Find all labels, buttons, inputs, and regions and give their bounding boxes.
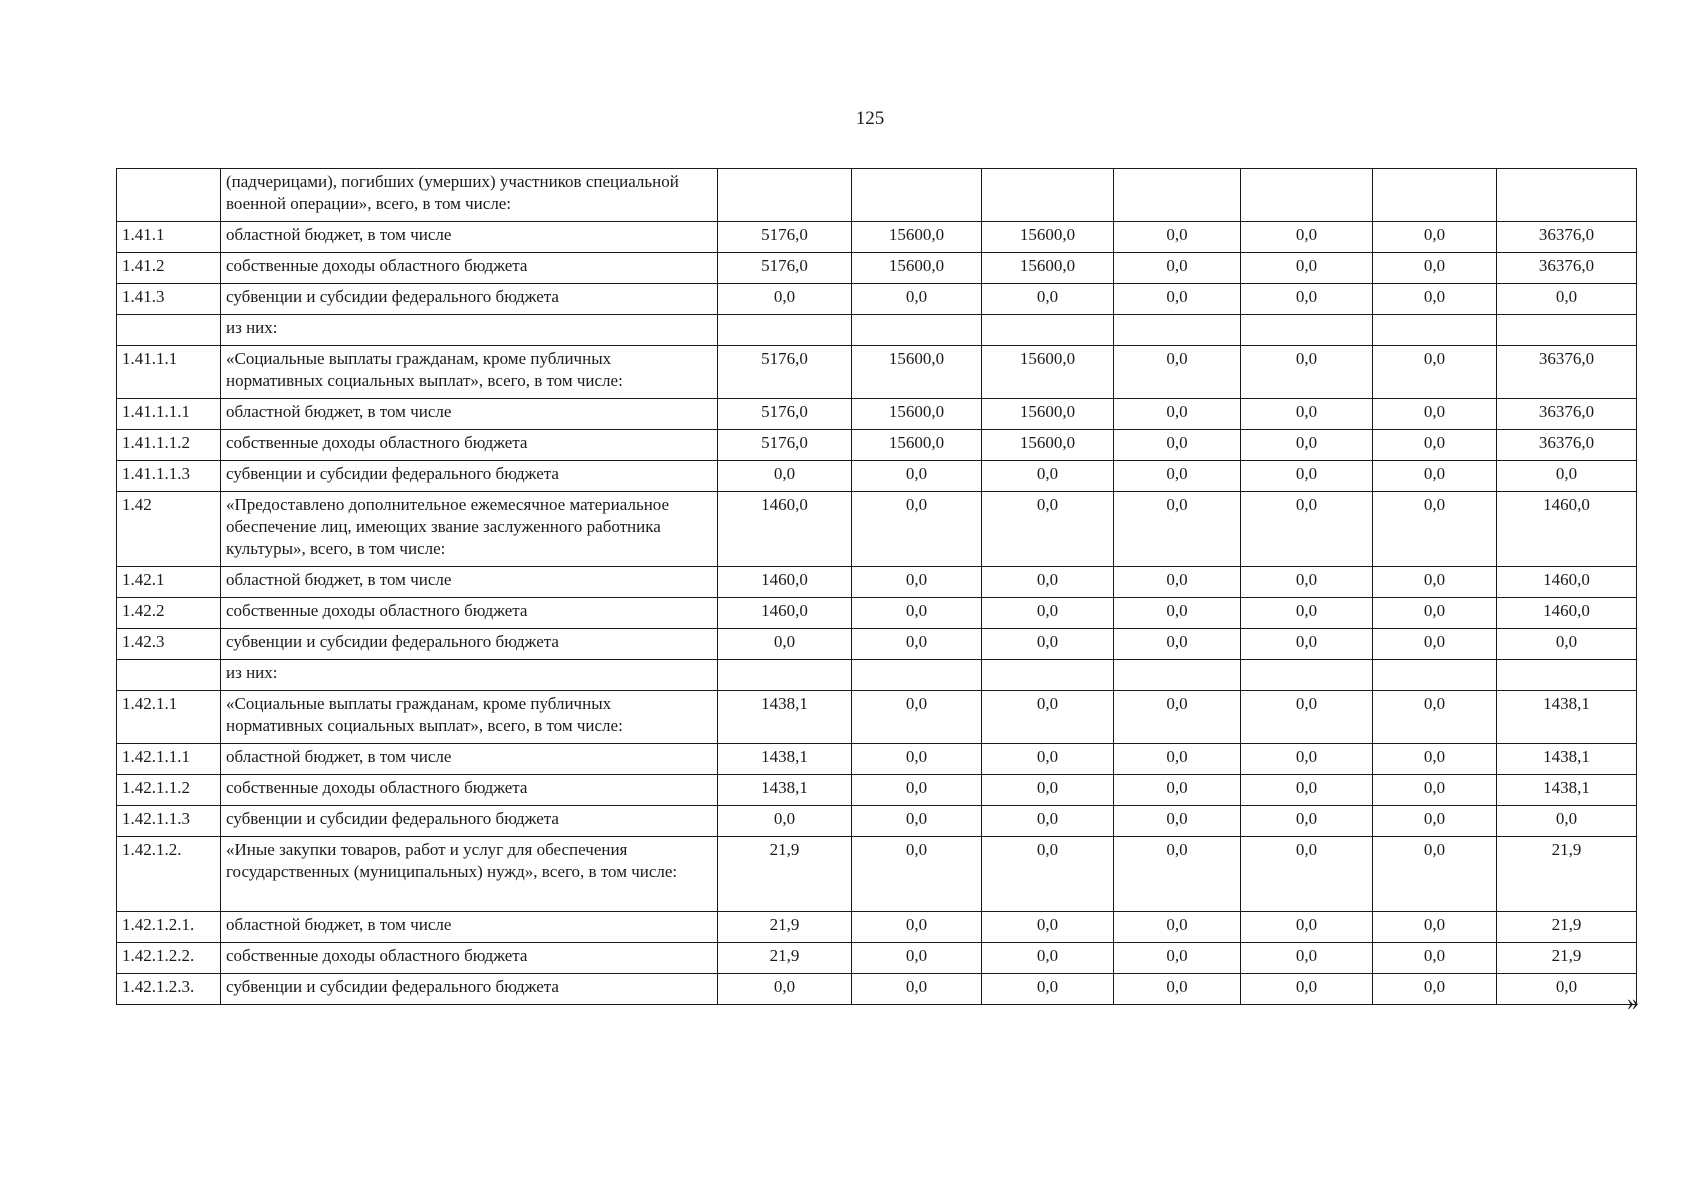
value-col-1: 1460,0: [718, 567, 852, 598]
row-description: субвенции и субсидии федерального бюджета: [221, 284, 718, 315]
value-col-1: 0,0: [718, 629, 852, 660]
row-description: областной бюджет, в том числе: [221, 567, 718, 598]
value-col-4: 0,0: [1114, 629, 1241, 660]
value-col-4: 0,0: [1114, 912, 1241, 943]
value-col-3: 0,0: [982, 461, 1114, 492]
value-col-2: 0,0: [852, 461, 982, 492]
value-col-5: 0,0: [1241, 399, 1373, 430]
row-code: 1.42.1.2.: [117, 837, 221, 912]
row-description: областной бюджет, в том числе: [221, 222, 718, 253]
value-total: 36376,0: [1497, 253, 1637, 284]
row-code: 1.42.1.2.1.: [117, 912, 221, 943]
value-col-5: 0,0: [1241, 222, 1373, 253]
value-col-3: 15600,0: [982, 222, 1114, 253]
value-col-2: 15600,0: [852, 222, 982, 253]
value-col-1: 5176,0: [718, 346, 852, 399]
value-col-1: [718, 660, 852, 691]
value-col-2: [852, 660, 982, 691]
value-col-4: 0,0: [1114, 399, 1241, 430]
value-col-3: [982, 660, 1114, 691]
table-row: [117, 744, 1637, 775]
row-code: [117, 169, 221, 222]
value-col-6: [1373, 169, 1497, 222]
value-total: 0,0: [1497, 974, 1637, 1005]
value-col-4: 0,0: [1114, 744, 1241, 775]
value-col-5: 0,0: [1241, 629, 1373, 660]
row-description: «Иные закупки товаров, работ и услуг для обеспечения государственных (муниципальных) нужд», всего, в том числе:: [221, 837, 718, 912]
table-row: [117, 461, 1637, 492]
value-col-1: 1438,1: [718, 744, 852, 775]
row-code: 1.42.2: [117, 598, 221, 629]
value-col-2: 0,0: [852, 629, 982, 660]
value-col-4: 0,0: [1114, 691, 1241, 744]
row-description: субвенции и субсидии федерального бюджета: [221, 806, 718, 837]
value-col-5: 0,0: [1241, 461, 1373, 492]
value-col-1: 21,9: [718, 912, 852, 943]
value-col-3: 15600,0: [982, 253, 1114, 284]
row-description: собственные доходы областного бюджета: [221, 598, 718, 629]
value-col-5: [1241, 169, 1373, 222]
value-col-5: 0,0: [1241, 567, 1373, 598]
value-col-2: 15600,0: [852, 253, 982, 284]
value-col-1: 21,9: [718, 837, 852, 912]
value-col-6: 0,0: [1373, 806, 1497, 837]
value-col-5: 0,0: [1241, 974, 1373, 1005]
value-col-4: 0,0: [1114, 492, 1241, 567]
row-description: «Предоставлено дополнительное ежемесячное материальное обеспечение лиц, имеющих звание заслуженного работника культуры», всего, в том числе:: [221, 492, 718, 567]
value-total: 21,9: [1497, 912, 1637, 943]
value-total: 0,0: [1497, 806, 1637, 837]
value-col-6: 0,0: [1373, 598, 1497, 629]
table-row: [117, 492, 1637, 567]
value-col-6: 0,0: [1373, 974, 1497, 1005]
value-col-5: 0,0: [1241, 492, 1373, 567]
table-row: [117, 974, 1637, 1005]
row-description: из них:: [221, 660, 718, 691]
value-col-4: 0,0: [1114, 775, 1241, 806]
value-col-3: 0,0: [982, 912, 1114, 943]
table-row: [117, 912, 1637, 943]
row-code: 1.42.1.1.3: [117, 806, 221, 837]
value-col-4: [1114, 315, 1241, 346]
value-col-4: 0,0: [1114, 567, 1241, 598]
value-col-2: 0,0: [852, 691, 982, 744]
value-col-5: [1241, 315, 1373, 346]
value-col-5: 0,0: [1241, 744, 1373, 775]
value-col-1: 1438,1: [718, 775, 852, 806]
value-col-5: 0,0: [1241, 346, 1373, 399]
value-col-2: [852, 315, 982, 346]
value-col-3: 0,0: [982, 775, 1114, 806]
value-col-5: [1241, 660, 1373, 691]
value-col-1: 5176,0: [718, 253, 852, 284]
value-total: 0,0: [1497, 284, 1637, 315]
table-row: [117, 837, 1637, 912]
value-col-5: 0,0: [1241, 691, 1373, 744]
value-col-2: 0,0: [852, 492, 982, 567]
table-row: [117, 169, 1637, 222]
value-total: 1460,0: [1497, 567, 1637, 598]
value-col-4: 0,0: [1114, 253, 1241, 284]
table-row: [117, 943, 1637, 974]
value-col-1: [718, 169, 852, 222]
value-col-6: 0,0: [1373, 943, 1497, 974]
value-col-1: 1438,1: [718, 691, 852, 744]
row-description: из них:: [221, 315, 718, 346]
value-col-3: 0,0: [982, 598, 1114, 629]
value-col-2: 0,0: [852, 974, 982, 1005]
value-total: 36376,0: [1497, 346, 1637, 399]
value-col-6: 0,0: [1373, 284, 1497, 315]
value-col-2: 15600,0: [852, 430, 982, 461]
table-row: [117, 629, 1637, 660]
value-total: 36376,0: [1497, 222, 1637, 253]
value-col-3: 15600,0: [982, 430, 1114, 461]
value-col-6: 0,0: [1373, 744, 1497, 775]
value-col-6: 0,0: [1373, 567, 1497, 598]
value-col-3: 0,0: [982, 284, 1114, 315]
value-col-4: 0,0: [1114, 430, 1241, 461]
value-col-6: 0,0: [1373, 253, 1497, 284]
value-col-4: 0,0: [1114, 837, 1241, 912]
value-col-2: 0,0: [852, 806, 982, 837]
value-col-6: 0,0: [1373, 912, 1497, 943]
value-col-2: 0,0: [852, 744, 982, 775]
table-row: [117, 430, 1637, 461]
table-row: [117, 315, 1637, 346]
row-code: [117, 660, 221, 691]
table-row: [117, 222, 1637, 253]
value-col-4: [1114, 660, 1241, 691]
value-col-6: 0,0: [1373, 430, 1497, 461]
value-col-5: 0,0: [1241, 253, 1373, 284]
value-col-1: 0,0: [718, 461, 852, 492]
value-col-2: [852, 169, 982, 222]
value-col-2: 0,0: [852, 284, 982, 315]
row-description: субвенции и субсидии федерального бюджета: [221, 461, 718, 492]
value-total: 36376,0: [1497, 430, 1637, 461]
value-col-1: 0,0: [718, 284, 852, 315]
value-total: 1438,1: [1497, 775, 1637, 806]
value-col-6: 0,0: [1373, 222, 1497, 253]
row-description: субвенции и субсидии федерального бюджета: [221, 629, 718, 660]
table-row: [117, 399, 1637, 430]
value-col-4: 0,0: [1114, 461, 1241, 492]
value-col-3: 0,0: [982, 744, 1114, 775]
row-description: «Социальные выплаты гражданам, кроме публичных нормативных социальных выплат», всего, в том числе:: [221, 346, 718, 399]
row-code: 1.42.1: [117, 567, 221, 598]
row-code: 1.42.1.1.1: [117, 744, 221, 775]
value-col-3: 0,0: [982, 806, 1114, 837]
value-col-4: 0,0: [1114, 806, 1241, 837]
row-code: 1.41.1.1.1: [117, 399, 221, 430]
value-col-5: 0,0: [1241, 775, 1373, 806]
value-col-3: 0,0: [982, 691, 1114, 744]
budget-table: [116, 168, 1637, 1005]
value-col-3: 15600,0: [982, 346, 1114, 399]
value-col-6: 0,0: [1373, 399, 1497, 430]
value-total: [1497, 315, 1637, 346]
row-description: собственные доходы областного бюджета: [221, 775, 718, 806]
row-code: 1.41.2: [117, 253, 221, 284]
value-col-6: 0,0: [1373, 629, 1497, 660]
table-row: [117, 253, 1637, 284]
value-col-3: 0,0: [982, 974, 1114, 1005]
row-code: 1.41.1.1: [117, 346, 221, 399]
value-col-1: 0,0: [718, 806, 852, 837]
value-col-2: 0,0: [852, 598, 982, 629]
value-col-5: 0,0: [1241, 598, 1373, 629]
value-col-5: 0,0: [1241, 912, 1373, 943]
table-row: [117, 806, 1637, 837]
value-col-2: 0,0: [852, 567, 982, 598]
row-description: собственные доходы областного бюджета: [221, 430, 718, 461]
value-col-5: 0,0: [1241, 430, 1373, 461]
value-col-4: 0,0: [1114, 943, 1241, 974]
table-row: [117, 691, 1637, 744]
value-col-3: 15600,0: [982, 399, 1114, 430]
row-description: собственные доходы областного бюджета: [221, 253, 718, 284]
value-total: 36376,0: [1497, 399, 1637, 430]
value-col-1: 5176,0: [718, 430, 852, 461]
table-row: [117, 598, 1637, 629]
value-col-5: 0,0: [1241, 837, 1373, 912]
row-code: 1.42: [117, 492, 221, 567]
value-col-1: 1460,0: [718, 492, 852, 567]
value-col-4: 0,0: [1114, 974, 1241, 1005]
row-description: «Социальные выплаты гражданам, кроме публичных нормативных социальных выплат», всего, в том числе:: [221, 691, 718, 744]
value-total: [1497, 660, 1637, 691]
table-row: [117, 284, 1637, 315]
value-col-1: 5176,0: [718, 222, 852, 253]
row-code: [117, 315, 221, 346]
value-col-5: 0,0: [1241, 806, 1373, 837]
value-col-4: 0,0: [1114, 346, 1241, 399]
value-total: 1438,1: [1497, 691, 1637, 744]
table-row: [117, 567, 1637, 598]
value-col-6: 0,0: [1373, 492, 1497, 567]
value-total: 1460,0: [1497, 492, 1637, 567]
value-col-3: 0,0: [982, 629, 1114, 660]
row-description: субвенции и субсидии федерального бюджета: [221, 974, 718, 1005]
value-col-1: 21,9: [718, 943, 852, 974]
value-total: 0,0: [1497, 629, 1637, 660]
value-col-6: 0,0: [1373, 461, 1497, 492]
value-col-3: [982, 315, 1114, 346]
closing-quote: »: [1627, 990, 1639, 1016]
value-col-1: 1460,0: [718, 598, 852, 629]
value-col-4: 0,0: [1114, 598, 1241, 629]
value-col-6: [1373, 660, 1497, 691]
row-code: 1.41.1.1.3: [117, 461, 221, 492]
value-col-1: 5176,0: [718, 399, 852, 430]
value-col-3: [982, 169, 1114, 222]
row-description: собственные доходы областного бюджета: [221, 943, 718, 974]
row-description: областной бюджет, в том числе: [221, 744, 718, 775]
value-col-4: 0,0: [1114, 222, 1241, 253]
row-code: 1.42.1.2.3.: [117, 974, 221, 1005]
value-col-6: 0,0: [1373, 775, 1497, 806]
value-col-5: 0,0: [1241, 284, 1373, 315]
value-col-3: 0,0: [982, 943, 1114, 974]
row-description: областной бюджет, в том числе: [221, 912, 718, 943]
value-col-2: 0,0: [852, 775, 982, 806]
value-col-2: 15600,0: [852, 399, 982, 430]
value-col-2: 0,0: [852, 837, 982, 912]
value-col-6: 0,0: [1373, 346, 1497, 399]
value-col-6: 0,0: [1373, 837, 1497, 912]
row-code: 1.42.1.1.2: [117, 775, 221, 806]
value-total: [1497, 169, 1637, 222]
value-col-6: 0,0: [1373, 691, 1497, 744]
value-col-1: 0,0: [718, 974, 852, 1005]
value-total: 1460,0: [1497, 598, 1637, 629]
value-total: 21,9: [1497, 943, 1637, 974]
row-code: 1.41.3: [117, 284, 221, 315]
table-row: [117, 775, 1637, 806]
row-code: 1.41.1: [117, 222, 221, 253]
page-number: 125: [855, 108, 885, 129]
value-col-3: 0,0: [982, 567, 1114, 598]
value-col-3: 0,0: [982, 837, 1114, 912]
value-col-5: 0,0: [1241, 943, 1373, 974]
value-col-3: 0,0: [982, 492, 1114, 567]
row-code: 1.42.3: [117, 629, 221, 660]
value-col-1: [718, 315, 852, 346]
value-total: 1438,1: [1497, 744, 1637, 775]
value-total: 21,9: [1497, 837, 1637, 912]
table-row: [117, 346, 1637, 399]
row-code: 1.42.1.1: [117, 691, 221, 744]
row-code: 1.42.1.2.2.: [117, 943, 221, 974]
value-col-2: 0,0: [852, 912, 982, 943]
row-description: (падчерицами), погибших (умерших) участников специальной военной операции», всего, в том числе:: [221, 169, 718, 222]
value-col-2: 15600,0: [852, 346, 982, 399]
table-row: [117, 660, 1637, 691]
row-description: областной бюджет, в том числе: [221, 399, 718, 430]
value-total: 0,0: [1497, 461, 1637, 492]
value-col-2: 0,0: [852, 943, 982, 974]
value-col-6: [1373, 315, 1497, 346]
value-col-4: [1114, 169, 1241, 222]
table-body: [117, 169, 1637, 1005]
value-col-4: 0,0: [1114, 284, 1241, 315]
row-code: 1.41.1.1.2: [117, 430, 221, 461]
